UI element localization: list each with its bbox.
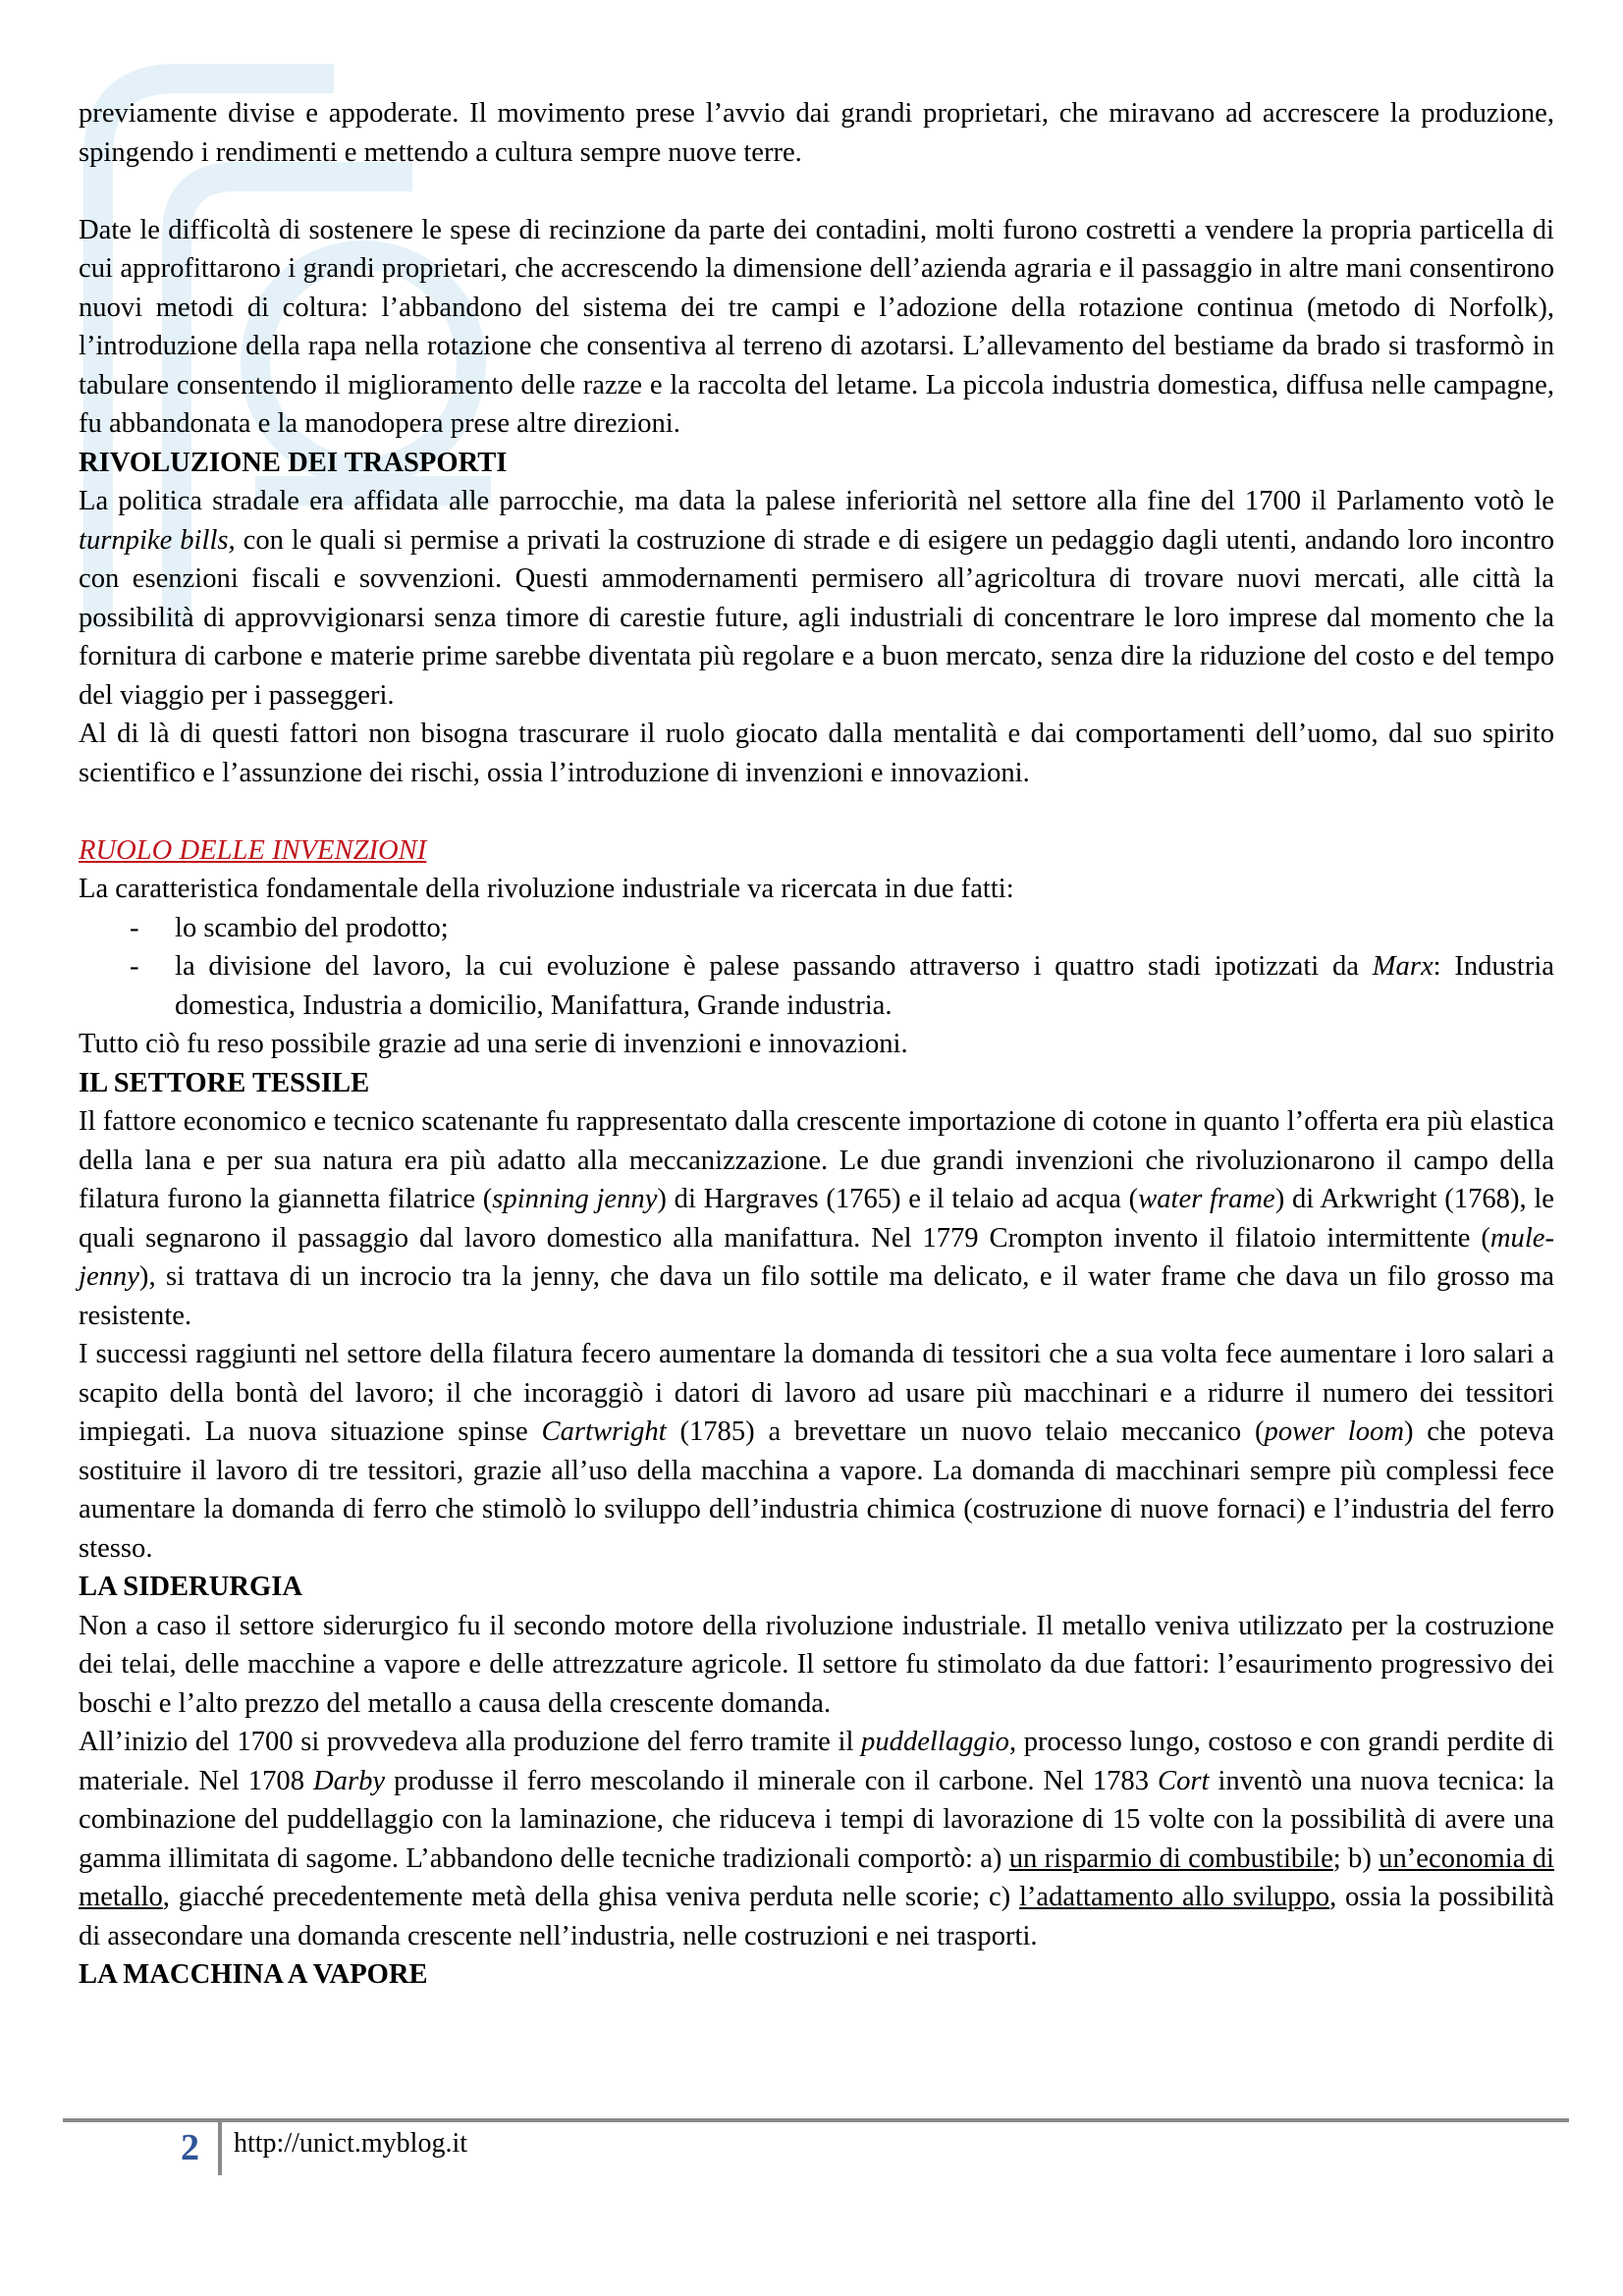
paragraph-successi: I successi raggiunti nel settore della filatura fecero aumentare la domanda di tessitori che a sua volta fece aumentare i loro salari a scapito della bontà del lavoro; il che incoraggiò i datori di lavoro ad usare più macchinari e a ridurre il numero dei tessitori impiegati. La nuova situazione spinse Cartwright (1785) a brevettare un nuovo telaio meccanico (power loom) che poteva sostituire il lavoro di tre tessitori, grazie all’uso della macchina a vapore. La domanda di macchinari sempre più complessi fece aumentare la domanda di ferro che stimolò lo sviluppo dell’industria chimica (costruzione di nuove fornaci) e l’industria del ferro stesso. [79, 1339, 1554, 1564]
paragraph-tessile: Il fattore economico e tecnico scatenante fu rappresentato dalla crescente importazione di cotone in quanto l’offerta era più elastica della lana e per sua natura era più adatto alla meccanizzazione. Le due grandi invenzioni che rivoluzionarono il campo della filatura furono la giannetta filatrice (spinning jenny) di Hargraves (1765) e il telaio ad acqua (water frame) di Arkwright (1768), le quali segnarono il passaggio dal lavoro domestico alla manifattura. Nel 1779 Crompton invento il filatoio intermittente (mule-jenny), si trattava di un incrocio tra la jenny, che dava un filo sottile ma delicato, e il water frame che dava un filo grosso ma resistente. [79, 1106, 1554, 1331]
footer-link[interactable]: http://unict.myblog.it [234, 2128, 467, 2159]
paragraph-intro: previamente divise e appoderate. Il movimento prese l’avvio dai grandi proprietari, che miravano ad accrescere la produzione, spingendo i rendimenti e mettendo a cultura sempre nuove terre. [79, 98, 1554, 168]
paragraph-fattori: Al di là di questi fattori non bisogna trascurare il ruolo giocato dalla mentalità e dai comportamenti dell’uomo, dal suo spirito scientifico e l’assunzione dei rischi, ossia l’introduzione di invenzioni e innovazioni. [79, 719, 1554, 788]
footer-divider [63, 2118, 1569, 2122]
document-body [79, 94, 1554, 1995]
list-fatti [79, 909, 1554, 1026]
page-number: 2 [181, 2127, 199, 2168]
paragraph-trasporti: La politica stradale era affidata alle parrocchie, ma data la palese inferiorità nel settore alla fine del 1700 il Parlamento votò le turnpike bills, con le quali si permise a privati la costruzione di strade e di esigere un pedaggio dagli utenti, andando loro incontro con esenzioni fiscali e sovvenzioni. Questi ammodernamenti permisero all’agricoltura di trovare nuovi mercati, alle città la possibilità di approvvigionarsi senza timore di carestie future, agli industriali di concentrare le loro imprese dal momento che la fornitura di carbone e materie prime sarebbe diventata più regolare e a buon mercato, senza dire la riduzione del costo e del tempo del viaggio per i passeggeri. [79, 486, 1554, 711]
paragraph-contadini: Date le difficoltà di sostenere le spese di recinzione da parte dei contadini, molti furono costretti a vendere la propria particella di cui approfittarono i grandi proprietari, che accrescendo la dimensione dell’azienda agraria e il passaggio in altre mani consentirono nuovi metodi di coltura: l’abbandono del sistema dei tre campi e l’adozione della rotazione continua (metodo di Norfolk), l’introduzione della rapa nella rotazione che consentiva al terreno di azotarsi. L’allevamento del bestiame da brado si trasformò in tabulare consentendo il miglioramento delle razze e la raccolta del letame. La piccola industria domestica, diffusa nelle campagne, fu abbandonata e la manodopera prese altre direzioni. [79, 214, 1554, 439]
list-item: - la divisione del lavoro, la cui evoluzione è palese passando attraverso i quattro stadi ipotizzati da Marx: Industria domestica, Industria a domicilio, Manifattura, Grande industria. [130, 951, 1554, 1021]
heading-trasporti: RIVOLUZIONE DEI TRASPORTI [79, 447, 508, 478]
paragraph-siderurgia: Non a caso il settore siderurgico fu il secondo motore della rivoluzione industriale. Il metallo veniva utilizzato per la costruzione dei telai, delle macchine a vapore e delle attrezzature agricole. Il settore fu stimolato da due fattori: l’esaurimento progressivo dei boschi e l’alto prezzo del metallo a causa della crescente domanda. [79, 1610, 1554, 1719]
list-item: - lo scambio del prodotto; [130, 912, 449, 943]
heading-vapore: LA MACCHINA A VAPORE [79, 1959, 428, 1990]
heading-siderurgia: LA SIDERURGIA [79, 1572, 303, 1602]
paragraph-tutto: Tutto ciò fu reso possibile grazie ad una serie di invenzioni e innovazioni. [79, 1029, 908, 1059]
paragraph-ferro: All’inizio del 1700 si provvedeva alla produzione del ferro tramite il puddellaggio, processo lungo, costoso e con grandi perdite di materiale. Nel 1708 Darby produsse il ferro mescolando il minerale con il carbone. Nel 1783 Cort inventò una nuova tecnica: la combinazione del puddellaggio con la laminazione, che riduceva i tempi di lavorazione di 15 volte con la possibilità di avere una gamma illimitata di sagome. L’abbandono delle tecniche tradizionali comportò: a) un risparmio di combustibile; b) un’economia di metallo, giacché precedentemente metà della ghisa veniva perduta nelle scorie; c) l’adattamento allo sviluppo, ossia la possibilità di assecondare una domanda crescente nell’industria, nelle costruzioni e nei trasporti. [79, 1727, 1554, 1951]
heading-tessile: IL SETTORE TESSILE [79, 1067, 370, 1098]
footer-separator [218, 2122, 222, 2175]
paragraph-caratteristica: La caratteristica fondamentale della rivoluzione industriale va ricercata in due fatti: [79, 874, 1014, 904]
heading-invenzioni: RUOLO DELLE INVENZIONI [79, 834, 427, 866]
